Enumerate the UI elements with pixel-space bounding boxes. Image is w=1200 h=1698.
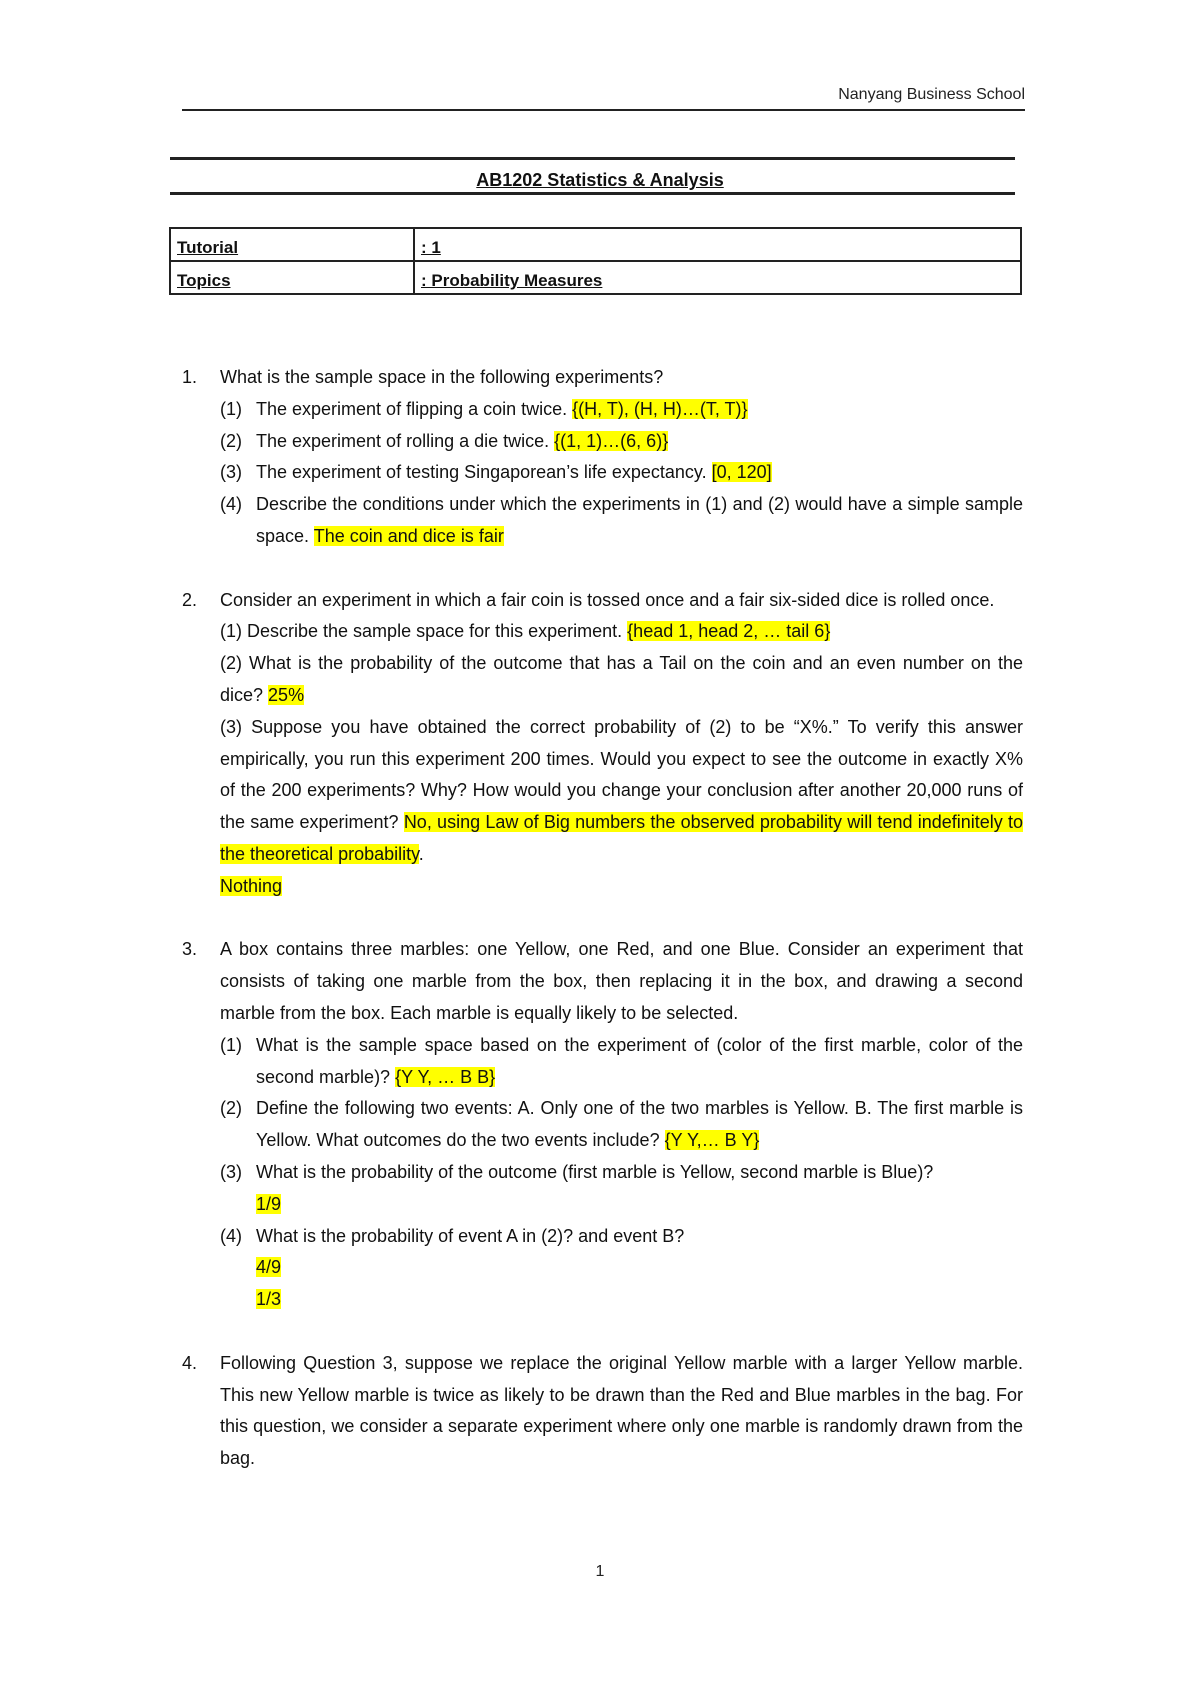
question-number: 1. [182,367,198,387]
highlighted-answer: {Y Y, … B B} [395,1066,496,1087]
subquestion [220,648,1023,712]
subquestion [220,489,1023,553]
question-stem: What is the sample space in the following experiments? [220,367,664,387]
page-number: 1 [595,1563,605,1580]
subquestion-label: (1) [220,398,242,419]
question-stem: Consider an experiment in which a fair coin is tossed once and a fair six-sided dice is rolled once. [220,589,995,610]
highlighted-answer: {head 1, head 2, … tail 6} [627,621,831,642]
subquestion-text: Describe the conditions under which the experiments in (1) and (2) would have a simple sample space. [256,494,1023,546]
subquestion-text: What is the probability of event A in (2)? and event B? [256,1225,685,1246]
highlighted-answer: {(H, T), (H, H)…(T, T)} [572,398,748,419]
question-2 [170,585,1023,903]
question-3 [170,934,1023,1316]
subquestion [220,426,1023,458]
subquestion [220,1221,1023,1316]
highlighted-answer: 1/3 [256,1289,282,1310]
subquestion-text: (1) Describe the sample space for this experiment. [220,621,628,642]
subquestion-label: (1) [220,1034,242,1055]
subquestion-label: (2) [220,1098,242,1119]
tutorial-label: Tutorial [170,228,414,261]
highlighted-answer: Nothing [220,875,283,896]
question-number: 3. [182,939,198,960]
sentence-period: . [418,843,424,864]
tutorial-value: : 1 [414,228,1021,261]
subquestion [220,712,1023,903]
subquestion-text: The experiment of rolling a die twice. [256,430,555,451]
highlighted-answer: {(1, 1)…(6, 6)} [554,430,669,451]
subquestion [220,457,1023,489]
question-stem: Following Question 3, suppose we replace the original Yellow marble with a larger Yellow marble. This new Yellow marble is twice as likely to be drawn than the Red and Blue marbles in the bag. For this question, we consider a separate experiment where only one marble is randomly drawn from the bag. [220,1352,1023,1469]
title-rule-top [170,157,1015,160]
subquestion-label: (2) [220,430,242,451]
tutorial-row [170,228,1021,261]
header-school-name: Nanyang Business School [838,86,1025,103]
subquestion [220,1030,1023,1094]
subquestion-text: The experiment of testing Singaporean’s life expectancy. [256,462,712,483]
subquestion-label: (4) [220,494,242,515]
topics-label: Topics [170,261,414,294]
subquestion [220,616,1023,648]
tutorial-info-table [169,227,1022,295]
subquestion-text: What is the sample space based on the experiment of (color of the first marble, color of the second marble)? [256,1034,1023,1087]
highlighted-answer: 1/9 [256,1193,282,1214]
question-number: 4. [182,1352,198,1373]
question-stem: A box contains three marbles: one Yellow, one Red, and one Blue. Consider an experiment that consists of taking one marble from the box, then replacing it in the box, and drawing a second marble from the box. Each marble is equally likely to be selected. [220,939,1023,1023]
highlighted-answer: [0, 120] [711,462,772,483]
subquestion-text: What is the probability of the outcome (first marble is Yellow, second marble is Blue)? [256,1161,934,1182]
highlighted-answer: The coin and dice is fair [313,525,504,546]
header-rule [182,109,1025,111]
subquestion-label: (3) [220,1161,242,1182]
highlighted-answer: No, using Law of Big numbers the observed probability will tend indefinitely to the theoretical probability [220,812,1024,864]
subquestion-text: (2) What is the probability of the outcome that has a Tail on the coin and an even number on the dice? [220,653,1023,705]
subquestion [220,1157,1023,1221]
highlighted-answer: 4/9 [256,1257,282,1278]
subquestion-text: Define the following two events: A. Only one of the two marbles is Yellow. B. The first marble is Yellow. What outcomes do the two events include? [256,1098,1023,1151]
highlighted-answer: 25% [268,684,305,705]
question-1 [170,362,1023,553]
subquestion-text: The experiment of flipping a coin twice. [256,398,573,419]
subquestion [220,394,1023,426]
subquestion-label: (3) [220,462,242,483]
subquestion-label: (4) [220,1225,242,1246]
highlighted-answer: {Y Y,… B Y} [664,1130,760,1151]
question-4 [170,1348,1023,1475]
subquestion-text: (3) Suppose you have obtained the correct probability of (2) to be “X%.” To verify this answer empirically, you run this experiment 200 times. Would you expect to see the outcome in exactly X% of the 200 experiments? Why? How would you change your conclusion after another 20,000 runs of the same experiment? [220,716,1023,833]
title-rule-bottom [170,192,1015,195]
question-number: 2. [182,589,198,610]
topics-value: : Probability Measures [421,271,603,290]
subquestion [220,1093,1023,1157]
document-title: AB1202 Statistics & Analysis [476,170,724,190]
topics-row [170,261,1021,294]
questions-body [170,362,1023,1507]
